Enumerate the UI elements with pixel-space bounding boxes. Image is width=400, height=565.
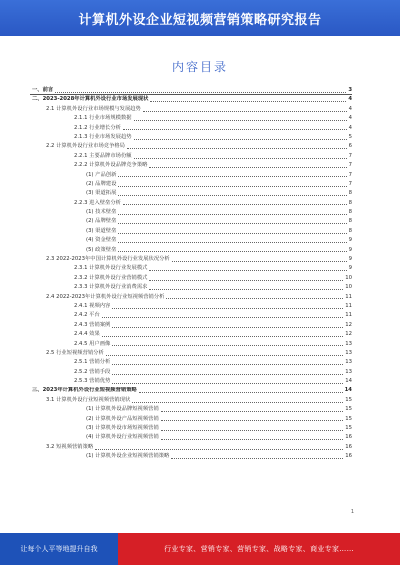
toc-entry[interactable] bbox=[30, 405, 352, 414]
toc-entry-page: 14 bbox=[344, 387, 352, 394]
toc-entry-page: 15 bbox=[345, 406, 352, 413]
table-of-contents bbox=[30, 86, 352, 462]
toc-entry[interactable] bbox=[30, 396, 352, 405]
toc-entry[interactable] bbox=[30, 236, 352, 245]
toc-entry-label: (1) 技术壁垒 bbox=[86, 209, 117, 216]
toc-entry[interactable] bbox=[30, 180, 352, 189]
toc-entry-page: 10 bbox=[345, 284, 352, 291]
toc-entry-page: 8 bbox=[348, 218, 352, 225]
toc-dot-leader bbox=[134, 158, 347, 159]
toc-dot-leader bbox=[132, 402, 343, 403]
toc-entry[interactable] bbox=[30, 124, 352, 133]
toc-dot-leader bbox=[123, 204, 347, 205]
toc-entry-page: 8 bbox=[348, 190, 352, 197]
toc-entry-label: (2) 品牌建设 bbox=[86, 180, 117, 187]
toc-entry-label: (4) 计算机外设行业短视频营销 bbox=[86, 434, 159, 441]
toc-dot-leader bbox=[112, 345, 343, 346]
toc-entry[interactable] bbox=[30, 424, 352, 433]
toc-dot-leader bbox=[112, 374, 343, 375]
toc-dot-leader bbox=[118, 214, 346, 215]
toc-dot-leader bbox=[139, 392, 343, 393]
toc-entry[interactable] bbox=[30, 358, 352, 367]
toc-entry-page: 15 bbox=[345, 415, 352, 422]
toc-entry-label: 2.5.1 营销分析 bbox=[74, 359, 111, 366]
toc-entry[interactable] bbox=[30, 452, 352, 461]
toc-dot-leader bbox=[149, 289, 343, 290]
toc-entry-label: 2.2 计算机外设行业市场竞争格局 bbox=[46, 143, 125, 150]
toc-entry-label: 三、2023年计算机外设行业短视频营销策略 bbox=[32, 387, 137, 394]
toc-entry-page: 4 bbox=[348, 124, 352, 131]
toc-dot-leader bbox=[118, 176, 346, 177]
toc-entry[interactable] bbox=[30, 95, 352, 104]
toc-entry-page: 9 bbox=[348, 246, 352, 253]
toc-entry-label: 2.3.3 计算机外设行业消费需求 bbox=[74, 284, 148, 291]
toc-entry-page: 12 bbox=[345, 321, 352, 328]
toc-entry-page: 16 bbox=[345, 453, 352, 460]
report-title: 计算机外设企业短视频营销策略研究报告 bbox=[78, 13, 322, 28]
toc-dot-leader bbox=[118, 195, 346, 196]
toc-entry[interactable] bbox=[30, 161, 352, 170]
toc-dot-leader bbox=[171, 458, 343, 459]
toc-entry-page: 13 bbox=[345, 340, 352, 347]
toc-entry[interactable] bbox=[30, 377, 352, 386]
toc-dot-leader bbox=[106, 355, 343, 356]
toc-entry-label: (1) 产品创新 bbox=[86, 171, 117, 178]
toc-entry-page: 9 bbox=[348, 256, 352, 263]
toc-dot-leader bbox=[149, 270, 346, 271]
toc-entry-label: 2.4.3 营销案例 bbox=[74, 321, 111, 328]
toc-dot-leader bbox=[149, 167, 346, 168]
toc-entry-label: 3.1 计算机外设行业短视频营销现状 bbox=[46, 396, 131, 403]
toc-entry-label: 2.1.2 行业增长分析 bbox=[74, 124, 121, 131]
toc-entry-label: 3.2 短视频营销策略 bbox=[46, 443, 94, 450]
footer-banner bbox=[0, 533, 400, 565]
toc-entry[interactable] bbox=[30, 189, 352, 198]
page-number: 1 bbox=[350, 509, 354, 515]
toc-entry-label: (1) 计算机外设企业短视频营销策略 bbox=[86, 453, 170, 460]
toc-entry[interactable] bbox=[30, 311, 352, 320]
toc-entry[interactable] bbox=[30, 349, 352, 358]
toc-entry-page: 7 bbox=[348, 171, 352, 178]
toc-entry[interactable] bbox=[30, 387, 352, 396]
toc-heading: 内容目录 bbox=[171, 60, 228, 74]
toc-entry[interactable] bbox=[30, 208, 352, 217]
toc-entry-label: (2) 品牌壁垒 bbox=[86, 218, 117, 225]
toc-dot-leader bbox=[127, 148, 347, 149]
toc-entry[interactable] bbox=[30, 283, 352, 292]
toc-entry-label: (3) 渠道拓展 bbox=[86, 190, 117, 197]
toc-entry[interactable] bbox=[30, 330, 352, 339]
toc-entry[interactable] bbox=[30, 293, 352, 302]
toc-dot-leader bbox=[134, 120, 347, 121]
toc-dot-leader bbox=[112, 308, 343, 309]
toc-entry-page: 10 bbox=[345, 274, 352, 281]
toc-entry-page: 4 bbox=[348, 105, 352, 112]
toc-dot-leader bbox=[102, 317, 343, 318]
toc-entry-label: 2.4 2022-2023年计算机外设行业短视频营销分析 bbox=[46, 293, 165, 300]
toc-entry-page: 8 bbox=[348, 209, 352, 216]
toc-entry[interactable] bbox=[30, 142, 352, 151]
toc-entry[interactable] bbox=[30, 415, 352, 424]
toc-entry-label: 2.4.2 平台 bbox=[74, 312, 100, 319]
toc-dot-leader bbox=[112, 383, 343, 384]
toc-entry-label: 二、2023-2028年计算机外设行业市场发展现状 bbox=[32, 96, 149, 103]
toc-entry[interactable] bbox=[30, 340, 352, 349]
toc-entry-label: 2.5 行业短视频营销分析 bbox=[46, 349, 104, 356]
toc-entry-label: 2.2.1 主要品牌市场份额 bbox=[74, 152, 132, 159]
toc-entry-page: 11 bbox=[345, 302, 352, 309]
footer-slogan: 让每个人平等地提升自我 bbox=[0, 533, 118, 565]
toc-entry-page: 13 bbox=[345, 349, 352, 356]
toc-dot-leader bbox=[118, 186, 346, 187]
toc-entry-page: 6 bbox=[348, 143, 352, 150]
toc-entry-page: 12 bbox=[345, 331, 352, 338]
toc-entry-page: 15 bbox=[345, 425, 352, 432]
toc-entry-page: 7 bbox=[348, 152, 352, 159]
toc-dot-leader bbox=[95, 449, 343, 450]
toc-entry[interactable] bbox=[30, 321, 352, 330]
toc-entry-page: 11 bbox=[345, 293, 352, 300]
toc-entry-label: 2.4.1 视频内容 bbox=[74, 302, 111, 309]
toc-dot-leader bbox=[161, 411, 343, 412]
toc-entry[interactable] bbox=[30, 152, 352, 161]
toc-dot-leader bbox=[161, 420, 343, 421]
toc-dot-leader bbox=[112, 327, 343, 328]
toc-dot-leader bbox=[55, 92, 346, 93]
toc-entry-label: 2.5.3 营销优势 bbox=[74, 378, 111, 385]
toc-entry-page: 13 bbox=[345, 359, 352, 366]
toc-entry[interactable] bbox=[30, 105, 352, 114]
toc-entry[interactable] bbox=[30, 171, 352, 180]
toc-entry[interactable] bbox=[30, 302, 352, 311]
toc-dot-leader bbox=[166, 298, 343, 299]
toc-entry-page: 14 bbox=[345, 378, 352, 385]
toc-entry-label: 2.4.4 效果 bbox=[74, 331, 100, 338]
toc-entry-page: 15 bbox=[345, 396, 352, 403]
toc-entry-page: 11 bbox=[345, 312, 352, 319]
toc-entry-page: 4 bbox=[348, 115, 352, 122]
toc-entry[interactable] bbox=[30, 199, 352, 208]
toc-entry-label: 一、前言 bbox=[32, 86, 54, 93]
toc-entry[interactable] bbox=[30, 114, 352, 123]
toc-entry[interactable] bbox=[30, 443, 352, 452]
toc-entry-label: 2.2.3 进入壁垒分析 bbox=[74, 199, 121, 206]
toc-entry-page: 7 bbox=[348, 162, 352, 169]
toc-entry[interactable] bbox=[30, 227, 352, 236]
toc-entry[interactable] bbox=[30, 274, 352, 283]
toc-dot-leader bbox=[161, 430, 343, 431]
toc-entry-page: 16 bbox=[345, 443, 352, 450]
toc-entry[interactable] bbox=[30, 264, 352, 273]
toc-entry-page: 5 bbox=[348, 133, 352, 140]
footer-experts: 行业专家、营销专家、营销专家、战略专家、商业专家…… bbox=[118, 533, 400, 565]
toc-entry-page: 9 bbox=[348, 265, 352, 272]
toc-entry-label: 2.3 2022-2023年中国计算机外设行业发展状况分析 bbox=[46, 256, 170, 263]
toc-entry-label: 2.5.2 营销手段 bbox=[74, 368, 111, 375]
toc-entry-label: 2.3.2 计算机外设行业营销模式 bbox=[74, 274, 148, 281]
toc-entry-label: 2.4.5 用户画像 bbox=[74, 340, 111, 347]
toc-dot-leader bbox=[172, 261, 347, 262]
toc-entry-label: 2.3.1 计算机外设行业发展模式 bbox=[74, 265, 148, 272]
toc-entry[interactable] bbox=[30, 433, 352, 442]
toc-entry[interactable] bbox=[30, 368, 352, 377]
toc-entry-page: 9 bbox=[348, 237, 352, 244]
toc-entry-page: 3 bbox=[348, 86, 352, 93]
toc-entry-label: (3) 计算机外设市场短视频营销 bbox=[86, 425, 159, 432]
toc-entry-page: 7 bbox=[348, 180, 352, 187]
toc-dot-leader bbox=[161, 439, 343, 440]
toc-entry-page: 8 bbox=[348, 227, 352, 234]
toc-entry-label: 2.1 计算机外设行业市场规模与发展趋势 bbox=[46, 105, 141, 112]
toc-entry-label: (1) 计算机外设品牌短视频营销 bbox=[86, 406, 159, 413]
toc-entry-page: 16 bbox=[345, 434, 352, 441]
toc-entry-page: 4 bbox=[348, 96, 352, 103]
toc-entry-label: (2) 计算机外设产品短视频营销 bbox=[86, 415, 159, 422]
header-bar bbox=[0, 0, 400, 36]
toc-dot-leader bbox=[143, 111, 347, 112]
toc-entry-label: 2.1.1 行业市场规模数据 bbox=[74, 115, 132, 122]
toc-dot-leader bbox=[118, 233, 346, 234]
toc-dot-leader bbox=[118, 251, 346, 252]
toc-dot-leader bbox=[118, 223, 346, 224]
toc-dot-leader bbox=[149, 280, 343, 281]
toc-dot-leader bbox=[112, 364, 343, 365]
toc-entry-page: 8 bbox=[348, 199, 352, 206]
toc-entry[interactable] bbox=[30, 133, 352, 142]
toc-entry-label: (5) 政策壁垒 bbox=[86, 246, 117, 253]
toc-entry-label: (3) 渠道壁垒 bbox=[86, 227, 117, 234]
toc-dot-leader bbox=[134, 139, 347, 140]
toc-entry[interactable] bbox=[30, 246, 352, 255]
toc-entry-label: 2.1.3 行业市场发展趋势 bbox=[74, 133, 132, 140]
toc-dot-leader bbox=[123, 129, 347, 130]
toc-entry[interactable] bbox=[30, 255, 352, 264]
toc-dot-leader bbox=[102, 336, 343, 337]
toc-entry-label: 2.2.2 计算机外设品牌竞争策略 bbox=[74, 162, 148, 169]
toc-entry[interactable] bbox=[30, 217, 352, 226]
toc-dot-leader bbox=[150, 101, 346, 102]
toc-dot-leader bbox=[118, 242, 346, 243]
toc-entry-label: (4) 资金壁垒 bbox=[86, 237, 117, 244]
toc-entry-page: 13 bbox=[345, 368, 352, 375]
